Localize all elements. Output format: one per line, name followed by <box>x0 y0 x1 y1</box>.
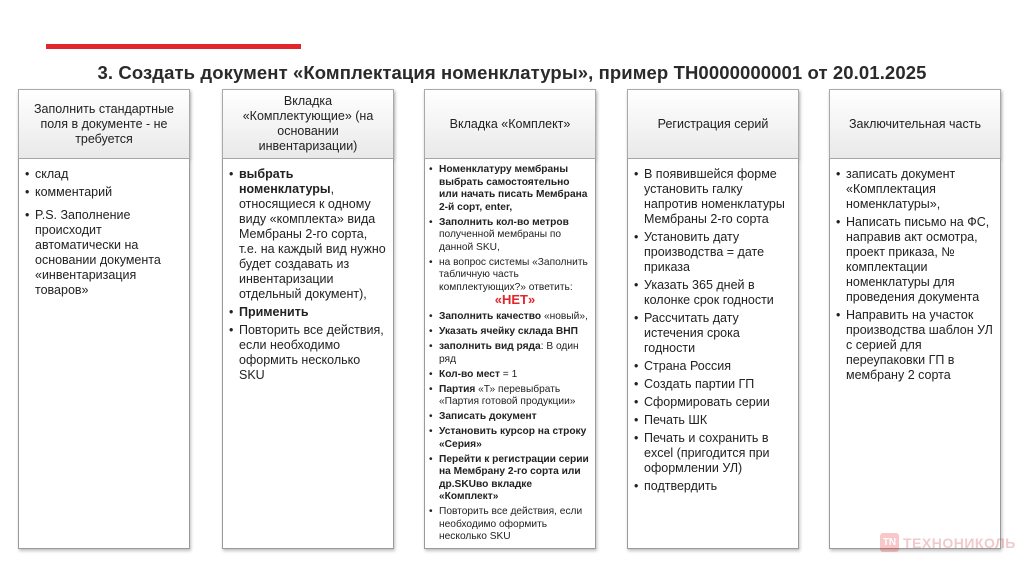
column-header: Регистрация серий <box>627 89 799 159</box>
list-item: • записать документ «Комплектация номенклатуры», <box>836 167 994 212</box>
list-item: • Печать ШК <box>634 413 792 428</box>
list-item: • Установить дату производства = дате приказа <box>634 230 792 275</box>
accent-bar <box>46 44 301 49</box>
list-item: • Записать документ <box>429 411 591 424</box>
list-item: • Повторить все действия, если необходимо оформить несколько SKU <box>429 506 591 544</box>
list-item: • подтвердить <box>634 479 792 494</box>
list-item: • Сформировать серии <box>634 395 792 410</box>
answer-no: «НЕТ» <box>494 292 536 307</box>
list-item: • Кол-во мест = 1 <box>429 369 591 382</box>
list-item: • Заполнить качество «новый», <box>429 311 591 324</box>
list-item: • Применить <box>229 305 387 320</box>
column-body <box>627 159 799 549</box>
list-item: • Повторить все действия, если необходимо оформить несколько SKU <box>229 323 387 383</box>
column-final-part <box>829 89 1001 382</box>
list-item: • Направить на участок производства шаблон УЛ с серией для переупаковки ГП в мембрану 2 сорта <box>836 308 994 383</box>
list-item: • выбрать номенклатуры, относящиеся к одному виду «комплекта» вида Мембраны 2-го сорта, т.е. на каждый вид нужно будет создавать из инвентаризации отдельный документ), <box>229 167 387 302</box>
column-body <box>18 159 190 549</box>
logo-icon: TN <box>880 533 899 552</box>
list-item: • Написать письмо на ФС, направив акт осмотра, проект приказа, № комплектации номенклатуры для проведения документа <box>836 215 994 305</box>
list-item: • В появившейся форме установить галку напротив номенклатуры Мембраны 2-го сорта <box>634 167 792 227</box>
column-header: Вкладка «Комплект» <box>424 89 596 159</box>
list-item: • Установить курсор на строку «Серия» <box>429 426 591 451</box>
column-header: Вкладка «Комплектующие» (на основании инвентаризации) <box>222 89 394 159</box>
logo-text: ТЕХНОНИКОЛЬ <box>903 534 1016 551</box>
list-item: • Рассчитать дату истечения срока годности <box>634 311 792 356</box>
list-item: • P.S. Заполнение происходит автоматически на основании документа «инвентаризация товаров» <box>25 208 183 298</box>
column-body <box>424 159 596 549</box>
column-header: Заполнить стандартные поля в документе - не требуется <box>18 89 190 159</box>
list-item: • Страна Россия <box>634 359 792 374</box>
list-item: • Перейти к регистрации серии на Мембрану 2-го сорта или др.SKUво вкладке «Комплект» <box>429 454 591 504</box>
list-item: • Указать 365 дней в колонке срок годности <box>634 278 792 308</box>
list-item: • заполнить вид ряда: В один ряд <box>429 341 591 366</box>
column-header: Заключительная часть <box>829 89 1001 159</box>
column-body <box>222 159 394 549</box>
column-body <box>829 159 1001 549</box>
list-item: • Номенклатуру мембраны выбрать самостоятельно или начать писать Мембрана 2-й сорт, enter, <box>429 164 591 214</box>
slide-title: 3. Создать документ «Комплектация номенклатуры», пример ТН0000000001 от 20.01.2025 <box>97 62 927 83</box>
list-item: • склад <box>25 167 183 182</box>
list-item: • Печать и сохранить в excel (пригодится при оформлении УЛ) <box>634 431 792 476</box>
list-item: • Заполнить кол-во метров полученной мембраны по данной SKU, <box>429 217 591 255</box>
column-kit-tab <box>424 89 596 542</box>
column-standard-fields <box>18 89 190 297</box>
list-item: • на вопрос системы «Заполнить табличную часть комплектующих?» ответить: «НЕТ» <box>429 257 591 309</box>
column-series-registration <box>627 89 799 493</box>
list-item: • комментарий <box>25 185 183 200</box>
list-item: • Указать ячейку склада ВНП <box>429 326 591 339</box>
list-item: • Создать партии ГП <box>634 377 792 392</box>
column-components-tab <box>222 89 394 382</box>
company-logo <box>880 533 1016 552</box>
list-item: • Партия «Т» перевыбрать «Партия готовой продукции» <box>429 384 591 409</box>
